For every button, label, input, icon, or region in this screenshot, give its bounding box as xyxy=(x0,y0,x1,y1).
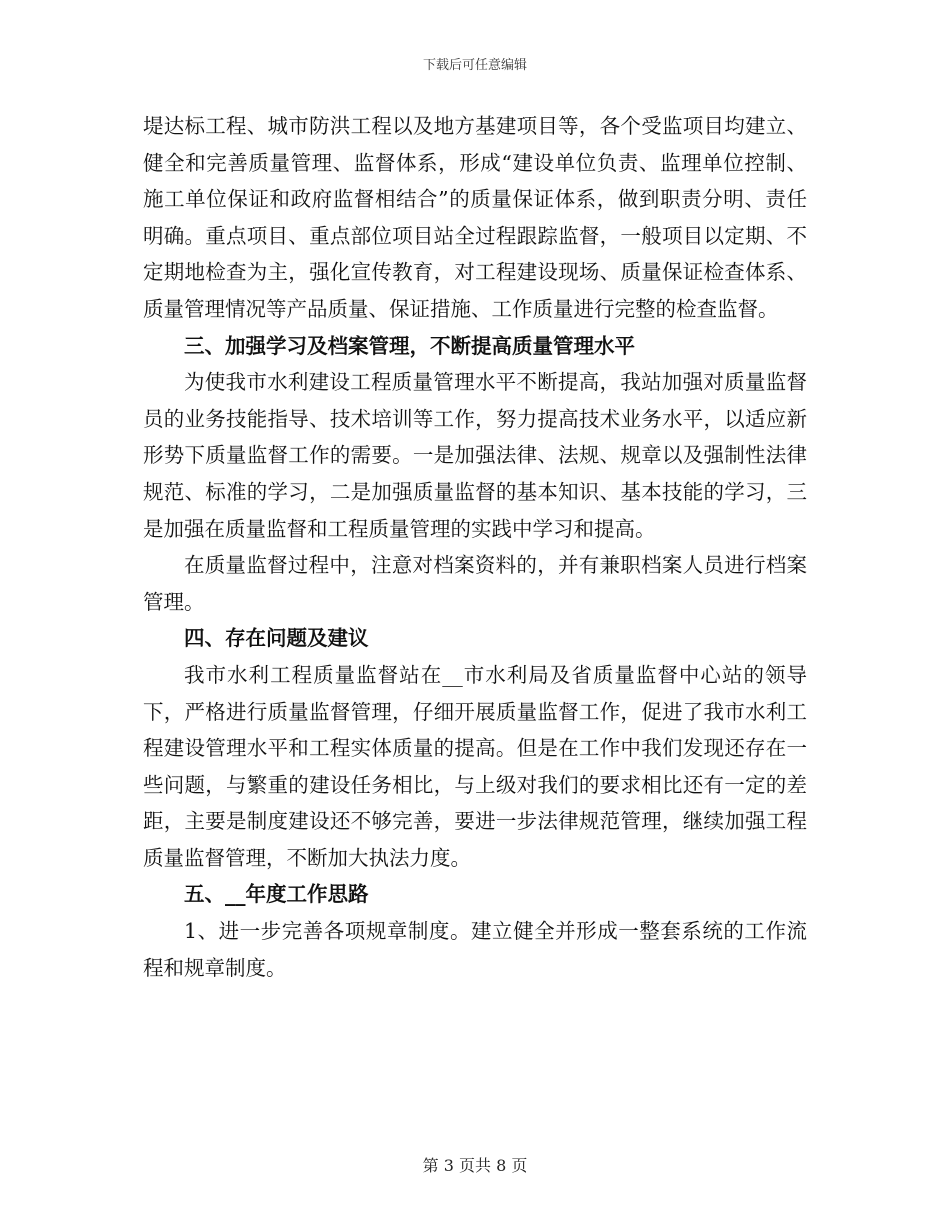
document-body xyxy=(143,108,807,986)
section-heading-3: 三、加强学习及档案管理，不断提高质量管理水平 xyxy=(184,333,635,358)
paragraph-plan-1: 1、进一步完善各项规章制度。建立健全并形成一整套系统的工作流程和规章制度。 xyxy=(143,919,807,980)
paragraph-continuation: 堤达标工程、城市防洪工程以及地方基建项目等，各个受监项目均建立、健全和完善质量管理、监督体系，形成“建设单位负责、监理单位控制、施工单位保证和政府监督相结合”的质量保证体系，做到职责分明、责任明确。重点项目、重点部位项目站全过程跟踪监督，一般项目以定期、不定期地检查为主，强化宣传教育，对工程建设现场、质量保证检查体系、质量管理情况等产品质量、保证措施、工作质量进行完整的检查监督。 xyxy=(143,114,807,321)
paragraph-archives: 在质量监督过程中，注意对档案资料的，并有兼职档案人员进行档案管理。 xyxy=(143,553,807,614)
section-heading-4: 四、存在问题及建议 xyxy=(184,626,369,651)
page-header: 下载后可任意编辑 xyxy=(422,58,527,73)
paragraph-problems: 我市水利工程质量监督站在__市水利局及省质量监督中心站的领导下，严格进行质量监督管理，仔细开展质量监督工作，促进了我市水利工程建设管理水平和工程实体质量的提高。但是在工作中我们发现还存在一些问题，与繁重的建设任务相比，与上级对我们的要求相比还有一定的差距，主要是制度建设还不够完善，要进一步法律规范管理，继续加强工程质量监督管理，不断加大执法力度。 xyxy=(143,662,807,870)
page-footer: 第 3 页共 8 页 xyxy=(422,1156,528,1175)
section-heading-5: 五、__年度工作思路 xyxy=(184,882,369,907)
paragraph-training: 为使我市水利建设工程质量管理水平不断提高，我站加强对质量监督员的业务技能指导、技术培训等工作，努力提高技术业务水平，以适应新形势下质量监督工作的需要。一是加强法律、法规、规章以及强制性法律规范、标准的学习，二是加强质量监督的基本知识、基本技能的学习，三是加强在质量监督和工程质量管理的实践中学习和提高。 xyxy=(143,370,807,541)
